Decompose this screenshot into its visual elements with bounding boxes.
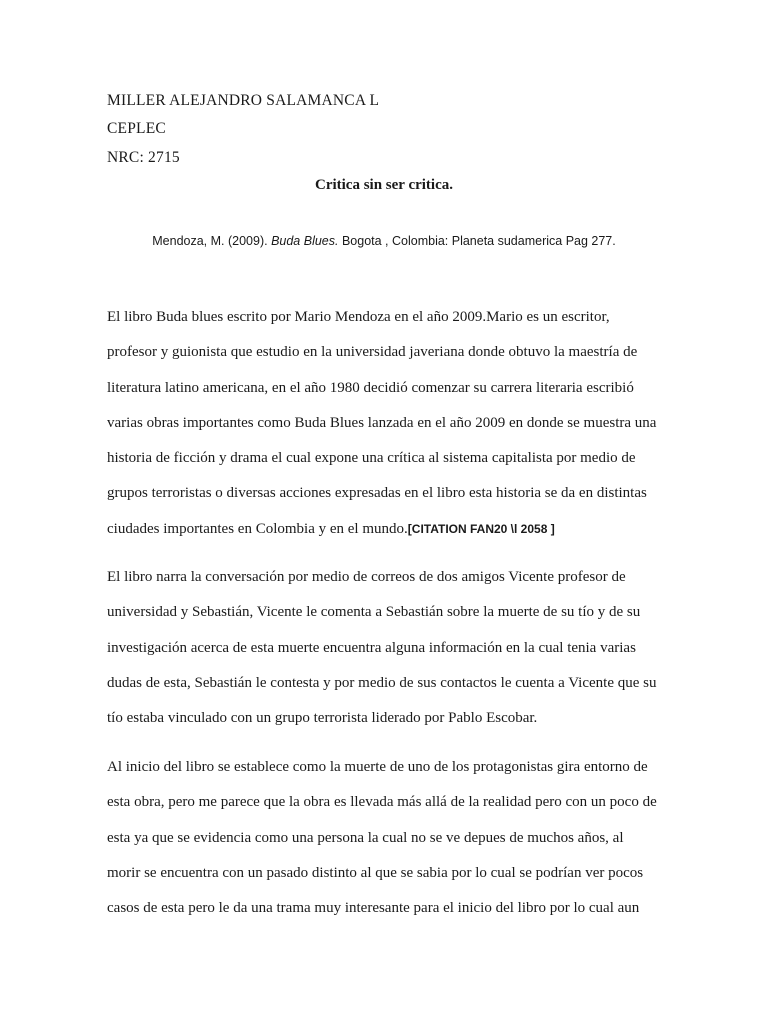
paragraph-line: El libro Buda blues escrito por Mario Mendoza en el año 2009.Mario es un escritor, [107, 309, 610, 325]
author-name: MILLER ALEJANDRO SALAMANCA L [107, 92, 380, 109]
reference-suffix: Bogota , Colombia: Planeta sudamerica Pag 277. [338, 234, 616, 248]
paragraph-line: investigación acerca de esta muerte encuentra alguna información en la cual tenia varias [107, 639, 636, 656]
paragraph-line: literatura latino americana, en el año 1980 decidió comenzar su carrera literaria escribió [107, 379, 634, 396]
paragraph-line: grupos terroristas o diversas acciones expresadas en el libro esta historia se da en distintas [107, 485, 647, 502]
citation-field: [CITATION FAN20 \l 2058 ] [407, 521, 555, 536]
paragraph-line: varias obras importantes como Buda Blues lanzada en el año 2009 en donde se muestra una [107, 414, 657, 431]
paragraph-3 [107, 750, 663, 926]
paragraph-line: tío estaba vinculado con un grupo terrorista liderado por Pablo Escobar. [107, 710, 538, 727]
paragraph-line: universidad y Sebastián, Vicente le comenta a Sebastián sobre la muerte de su tío y de su [107, 604, 641, 621]
paragraph-line: historia de ficción y drama el cual expone una crítica al sistema capitalista por medio de [107, 450, 636, 467]
document-title: Critica sin ser critica. [314, 177, 453, 193]
reference-prefix: Mendoza, M. (2009). [152, 234, 272, 248]
paragraph-line [107, 512, 663, 547]
nrc-code: NRC: 2715 [107, 149, 180, 166]
paragraph-line: casos de esta pero le da una trama muy interesante para el inicio del libro por lo cual aun [107, 900, 640, 917]
paragraph-line: esta obra, pero me parece que la obra es llevada más allá de la realidad pero con un poco de [107, 794, 657, 811]
institution-name: CEPLEC [107, 120, 166, 137]
paragraph-line: morir se encuentra con un pasado distinto al que se sabia por lo cual se podrían ver pocos [107, 864, 644, 881]
paragraph-line: Al inicio del libro se establece como la muerte de uno de los protagonistas gira entorno de [107, 759, 648, 775]
paragraph-2 [107, 560, 663, 736]
paragraph-1 [107, 300, 663, 547]
bibliographic-reference [0, 234, 768, 248]
paragraph-line: profesor y guionista que estudio en la universidad javeriana donde obtuvo la maestría de [107, 344, 638, 361]
paragraph-line-text: ciudades importantes en Colombia y en el mundo. [107, 520, 408, 537]
reference-book-title: Buda Blues. [271, 234, 339, 248]
paragraph-line: esta ya que se evidencia como una persona la cual no se ve depues de muchos años, al [107, 829, 624, 846]
paragraph-line: dudas de esta, Sebastián le contesta y por medio de sus contactos le cuenta a Vicente que su [107, 674, 657, 691]
paragraph-line: El libro narra la conversación por medio de correos de dos amigos Vicente profesor de [107, 569, 626, 585]
